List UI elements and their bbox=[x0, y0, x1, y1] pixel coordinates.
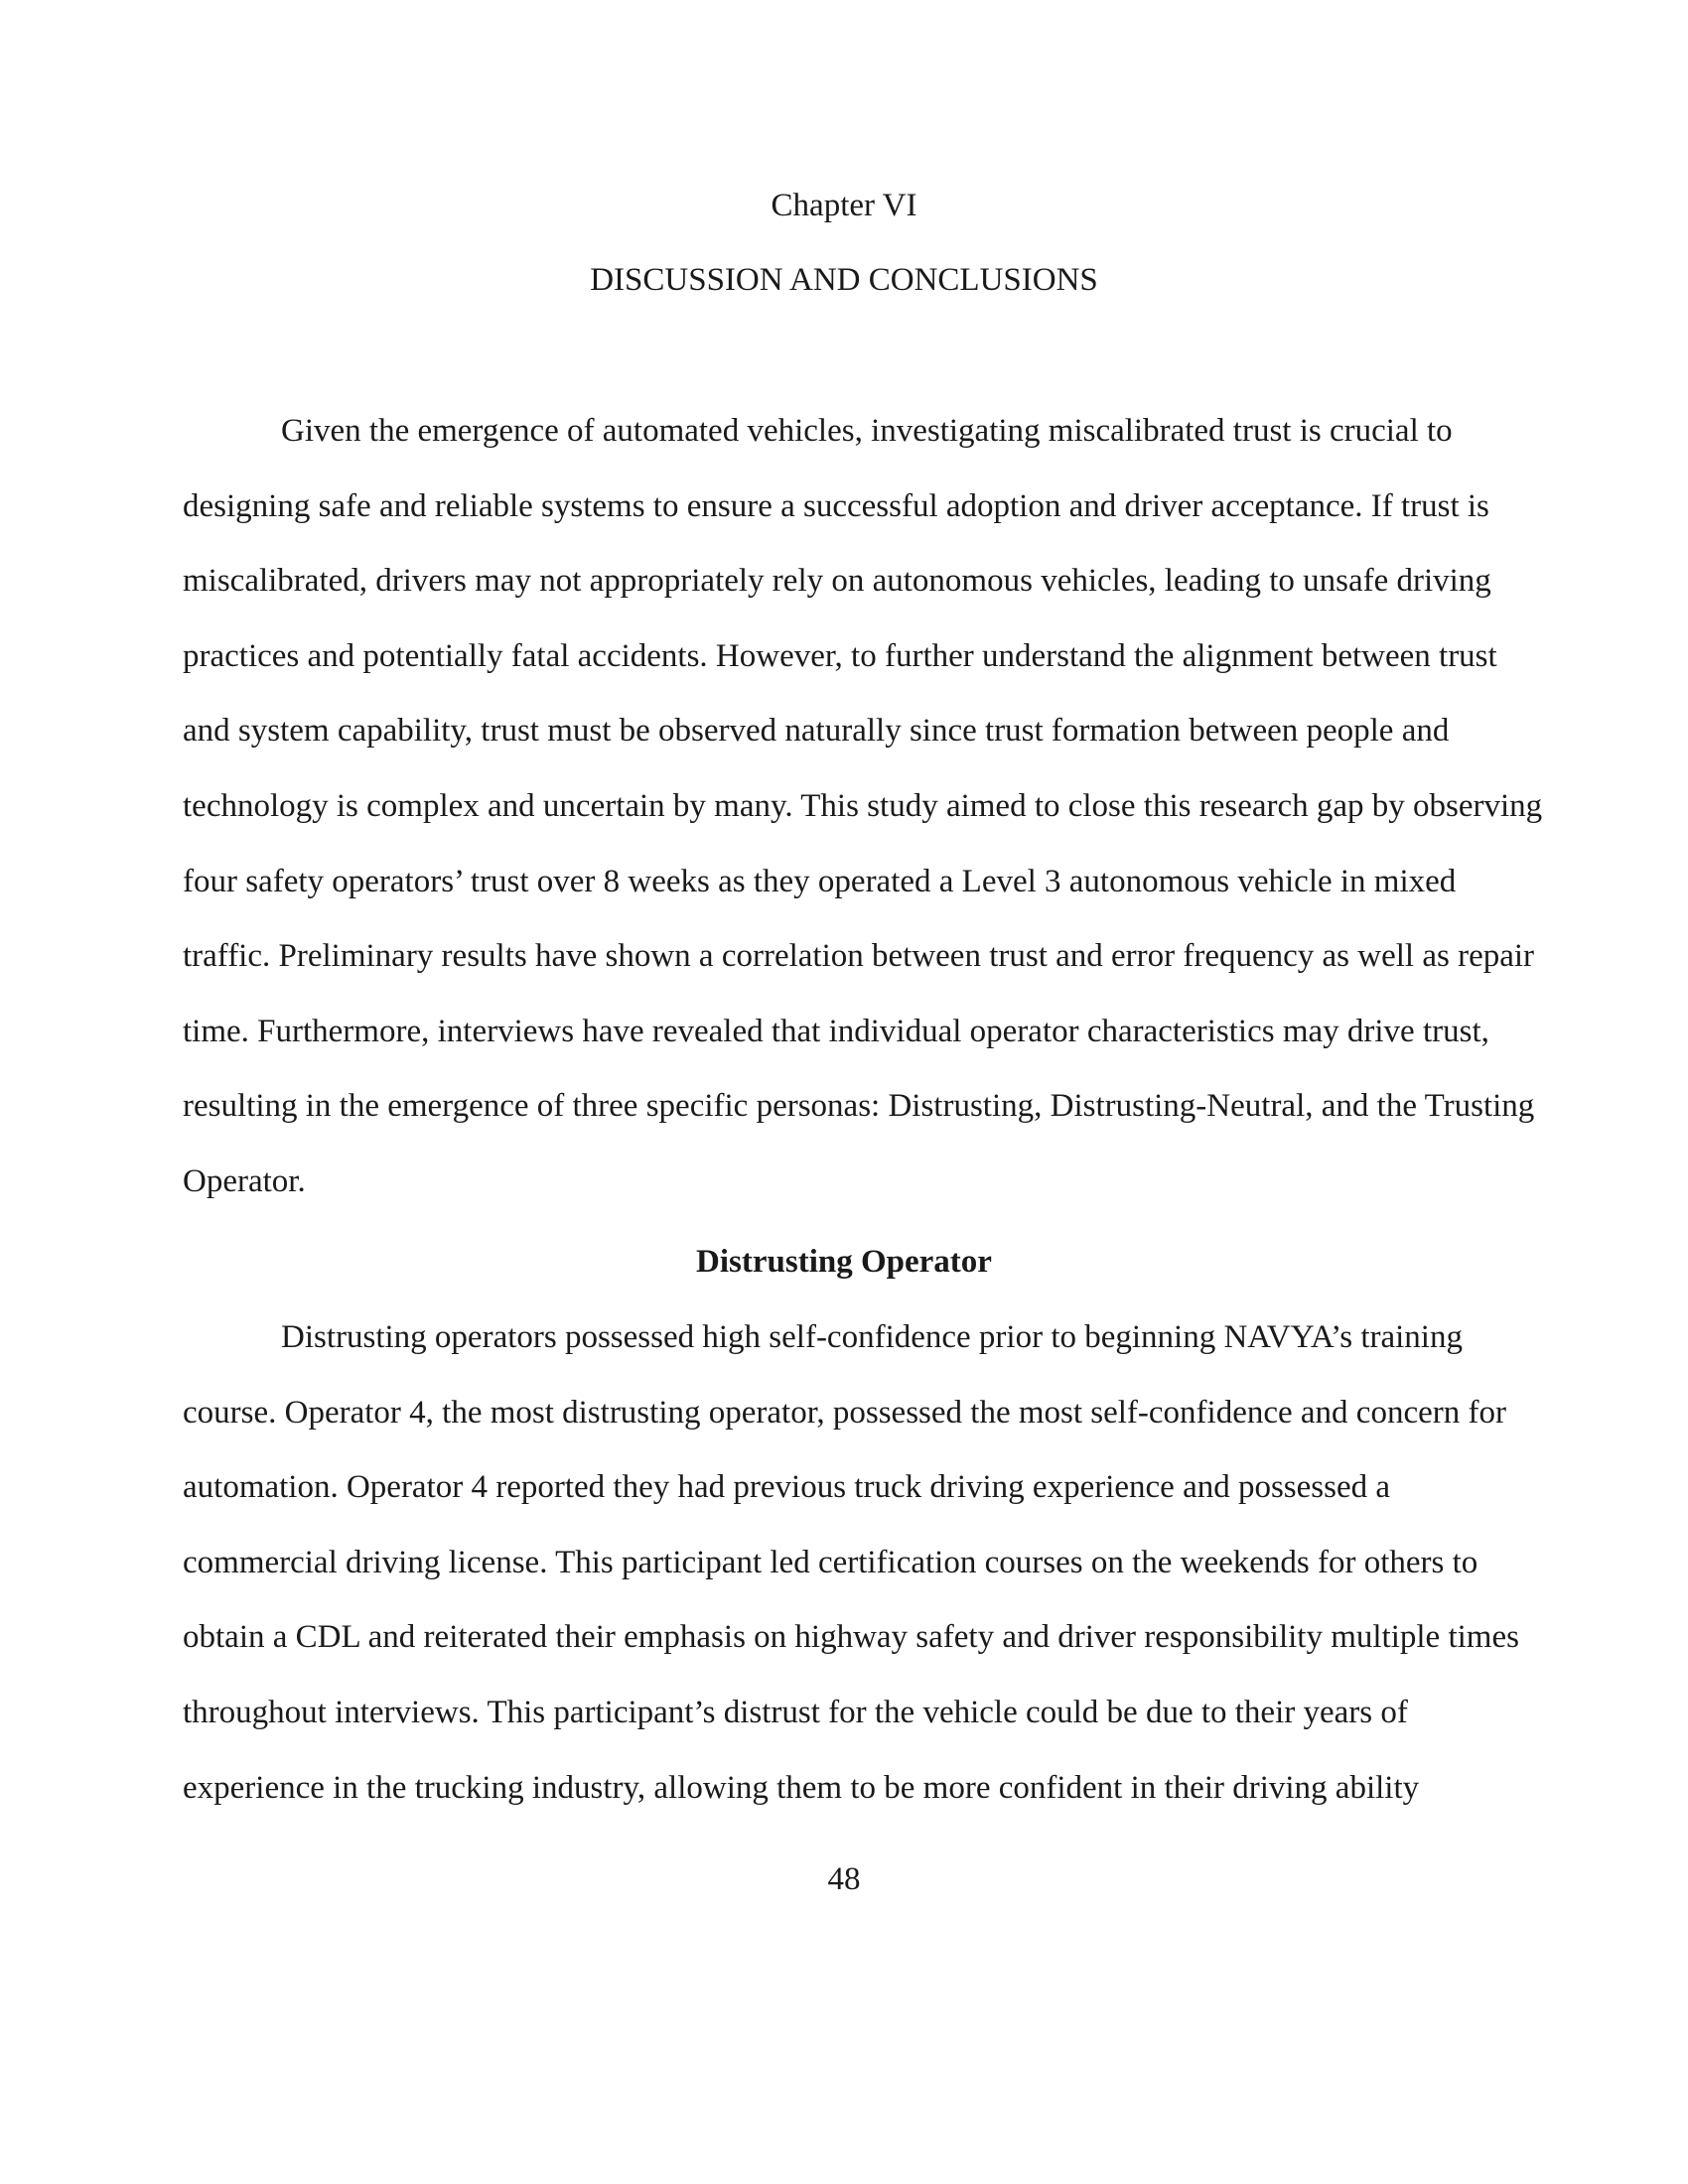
chapter-label: Chapter VI bbox=[771, 188, 917, 223]
paragraph-line: four safety operators’ trust over 8 weeks as they operated a Level 3 autonomous vehicle in mixed bbox=[183, 863, 1457, 899]
paragraph-line: traffic. Preliminary results have shown a correlation between trust and error frequency as well as repair bbox=[183, 938, 1535, 975]
paragraph-line: obtain a CDL and reiterated their emphasis on highway safety and driver responsibility multiple times bbox=[183, 1619, 1519, 1656]
paragraph-line: automation. Operator 4 reported they had previous truck driving experience and possessed a bbox=[183, 1469, 1391, 1506]
paragraph-line: Operator. bbox=[183, 1162, 306, 1199]
paragraph-line: experience in the trucking industry, allowing them to be more confident in their driving ability bbox=[183, 1769, 1420, 1806]
paragraph-line: Distrusting operators possessed high self-confidence prior to beginning NAVYA’s training bbox=[281, 1319, 1463, 1355]
paragraph-line: Given the emergence of automated vehicles, investigating miscalibrated trust is crucial to bbox=[281, 413, 1453, 449]
section-paragraph bbox=[183, 1300, 1553, 1826]
paragraph-line: miscalibrated, drivers may not appropriately rely on autonomous vehicles, leading to unsafe driving bbox=[183, 563, 1491, 600]
paragraph-line: and system capability, trust must be observed naturally since trust formation between people and bbox=[183, 713, 1450, 750]
section-heading: Distrusting Operator bbox=[696, 1244, 992, 1280]
paragraph-line: commercial driving license. This participant led certification courses on the weekends for others to bbox=[183, 1544, 1478, 1580]
chapter-title: DISCUSSION AND CONCLUSIONS bbox=[590, 262, 1098, 298]
paragraph-line: designing safe and reliable systems to ensure a successful adoption and driver acceptance. If trust is bbox=[183, 487, 1489, 524]
paragraph-line: throughout interviews. This participant’s distrust for the vehicle could be due to their years of bbox=[183, 1694, 1408, 1730]
paragraph-line: resulting in the emergence of three specific personas: Distrusting, Distrusting-Neutral, and the Trusting bbox=[183, 1088, 1535, 1125]
intro-paragraph bbox=[183, 394, 1553, 1220]
paragraph-line: time. Furthermore, interviews have revealed that individual operator characteristics may drive trust, bbox=[183, 1013, 1489, 1049]
paragraph-line: course. Operator 4, the most distrusting operator, possessed the most self-confidence and concern for bbox=[183, 1394, 1506, 1431]
paragraph-line: technology is complex and uncertain by many. This study aimed to close this research gap by observing bbox=[183, 787, 1543, 824]
paragraph-line: practices and potentially fatal accidents. However, to further understand the alignment between trust bbox=[183, 637, 1497, 674]
page-number: 48 bbox=[827, 1861, 861, 1897]
